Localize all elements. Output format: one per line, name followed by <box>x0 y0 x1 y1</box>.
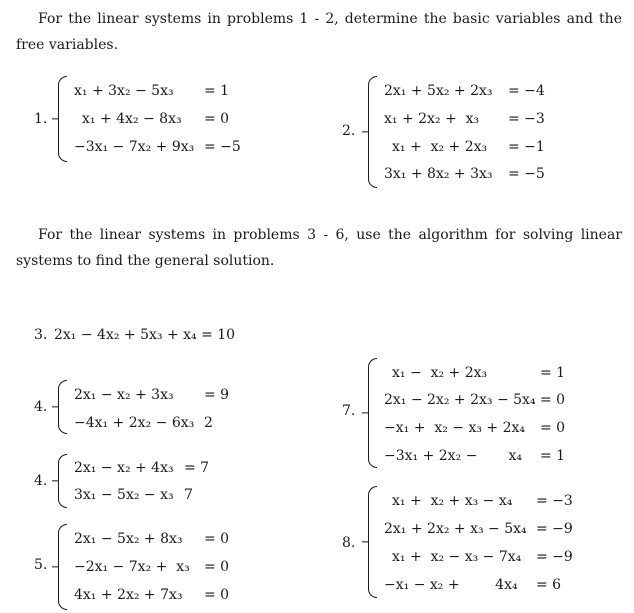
equation-rhs: = −1 <box>508 139 545 155</box>
equation-row: x₁ + 3x₂ − 5x₃ <box>74 83 174 99</box>
equation-row: −3x₁ + 2x₂ − x₄ <box>384 448 523 464</box>
brace <box>58 380 67 434</box>
brace <box>368 358 377 468</box>
problem-number: 5. <box>34 557 48 573</box>
equation-row: x₁ + 2x₂ + x₃ <box>384 111 480 127</box>
equation-rhs: = 0 <box>204 531 230 547</box>
equation-rhs: 2 <box>204 415 213 431</box>
brace <box>58 524 67 610</box>
equation-row: x₁ + x₂ + x₃ − x₄ <box>392 493 513 509</box>
problem-number: 4. <box>34 399 48 415</box>
equation-rhs: = −9 <box>536 549 573 565</box>
equation-row: 4x₁ + 2x₂ + 7x₃ <box>74 587 183 603</box>
equation-row: 3x₁ − 5x₂ − x₃ <box>74 487 174 503</box>
equation-rhs: = 0 <box>540 392 566 408</box>
problem-number: 1. <box>34 111 48 127</box>
equation-row: −x₁ − x₂ + 4x₄ <box>384 577 518 593</box>
equation-row: 2x₁ + 5x₂ + 2x₃ <box>384 83 493 99</box>
problem-number: 3. <box>34 327 48 343</box>
equation-rhs: = 0 <box>540 420 566 436</box>
equation-rhs: 7 <box>184 487 193 503</box>
equation-rhs: = 1 <box>540 448 566 464</box>
equation-row: −3x₁ − 7x₂ + 9x₃ <box>74 139 195 155</box>
equation-rhs: = −3 <box>536 493 573 509</box>
equation-rhs: = −9 <box>536 521 573 537</box>
problem-number: 4. <box>34 473 48 489</box>
brace <box>368 76 377 188</box>
equation-rhs: = 1 <box>204 83 230 99</box>
equation-row: 2x₁ − 2x₂ + 2x₃ − 5x₄ <box>384 392 536 408</box>
brace <box>58 76 67 162</box>
problem-number: 2. <box>342 123 356 139</box>
equation-row: x₁ + 4x₂ − 8x₃ <box>82 111 182 127</box>
equation-rhs: = −4 <box>508 83 545 99</box>
equation-row: 2x₁ + 2x₂ + x₃ − 5x₄ <box>384 521 527 537</box>
equation-row: x₁ + x₂ − x₃ − 7x₄ <box>392 549 522 565</box>
brace <box>368 486 377 598</box>
equation-rhs: = −5 <box>204 139 241 155</box>
equation-rhs: = 0 <box>204 587 230 603</box>
equation-rhs: = −3 <box>508 111 545 127</box>
equation-rhs: = 6 <box>536 577 562 593</box>
equation-row: 2x₁ − 4x₂ + 5x₃ + x₄ = 10 <box>54 327 236 343</box>
equation-rhs: = 0 <box>204 111 230 127</box>
equation-row: 2x₁ − x₂ + 3x₃ <box>74 387 174 403</box>
equation-rhs: = 7 <box>184 460 210 476</box>
equation-row: 2x₁ − x₂ + 4x₃ <box>74 460 174 476</box>
equation-row: 3x₁ + 8x₂ + 3x₃ <box>384 166 493 182</box>
equation-row: −4x₁ + 2x₂ − 6x₃ <box>74 415 195 431</box>
brace <box>58 454 67 508</box>
equation-rhs: = 1 <box>540 365 566 381</box>
equation-row: x₁ − x₂ + 2x₃ <box>392 365 488 381</box>
equation-rhs: = −5 <box>508 166 545 182</box>
equation-row: x₁ + x₂ + 2x₃ <box>392 139 488 155</box>
equation-row: −x₁ + x₂ − x₃ + 2x₄ <box>384 420 526 436</box>
problem-number: 8. <box>342 535 356 551</box>
intro-text-2: For the linear systems in problems 3 - 6, use the algorithm for solving linear systems to find the general solution. <box>16 227 622 269</box>
equation-rhs: = 9 <box>204 387 230 403</box>
intro-text-1: For the linear systems in problems 1 - 2, determine the basic variables and the free variables. <box>16 11 622 53</box>
equation-row: −2x₁ − 7x₂ + x₃ <box>74 559 190 575</box>
equation-rhs: = 0 <box>204 559 230 575</box>
equation-row: 2x₁ − 5x₂ + 8x₃ <box>74 531 183 547</box>
problem-number: 7. <box>342 403 356 419</box>
